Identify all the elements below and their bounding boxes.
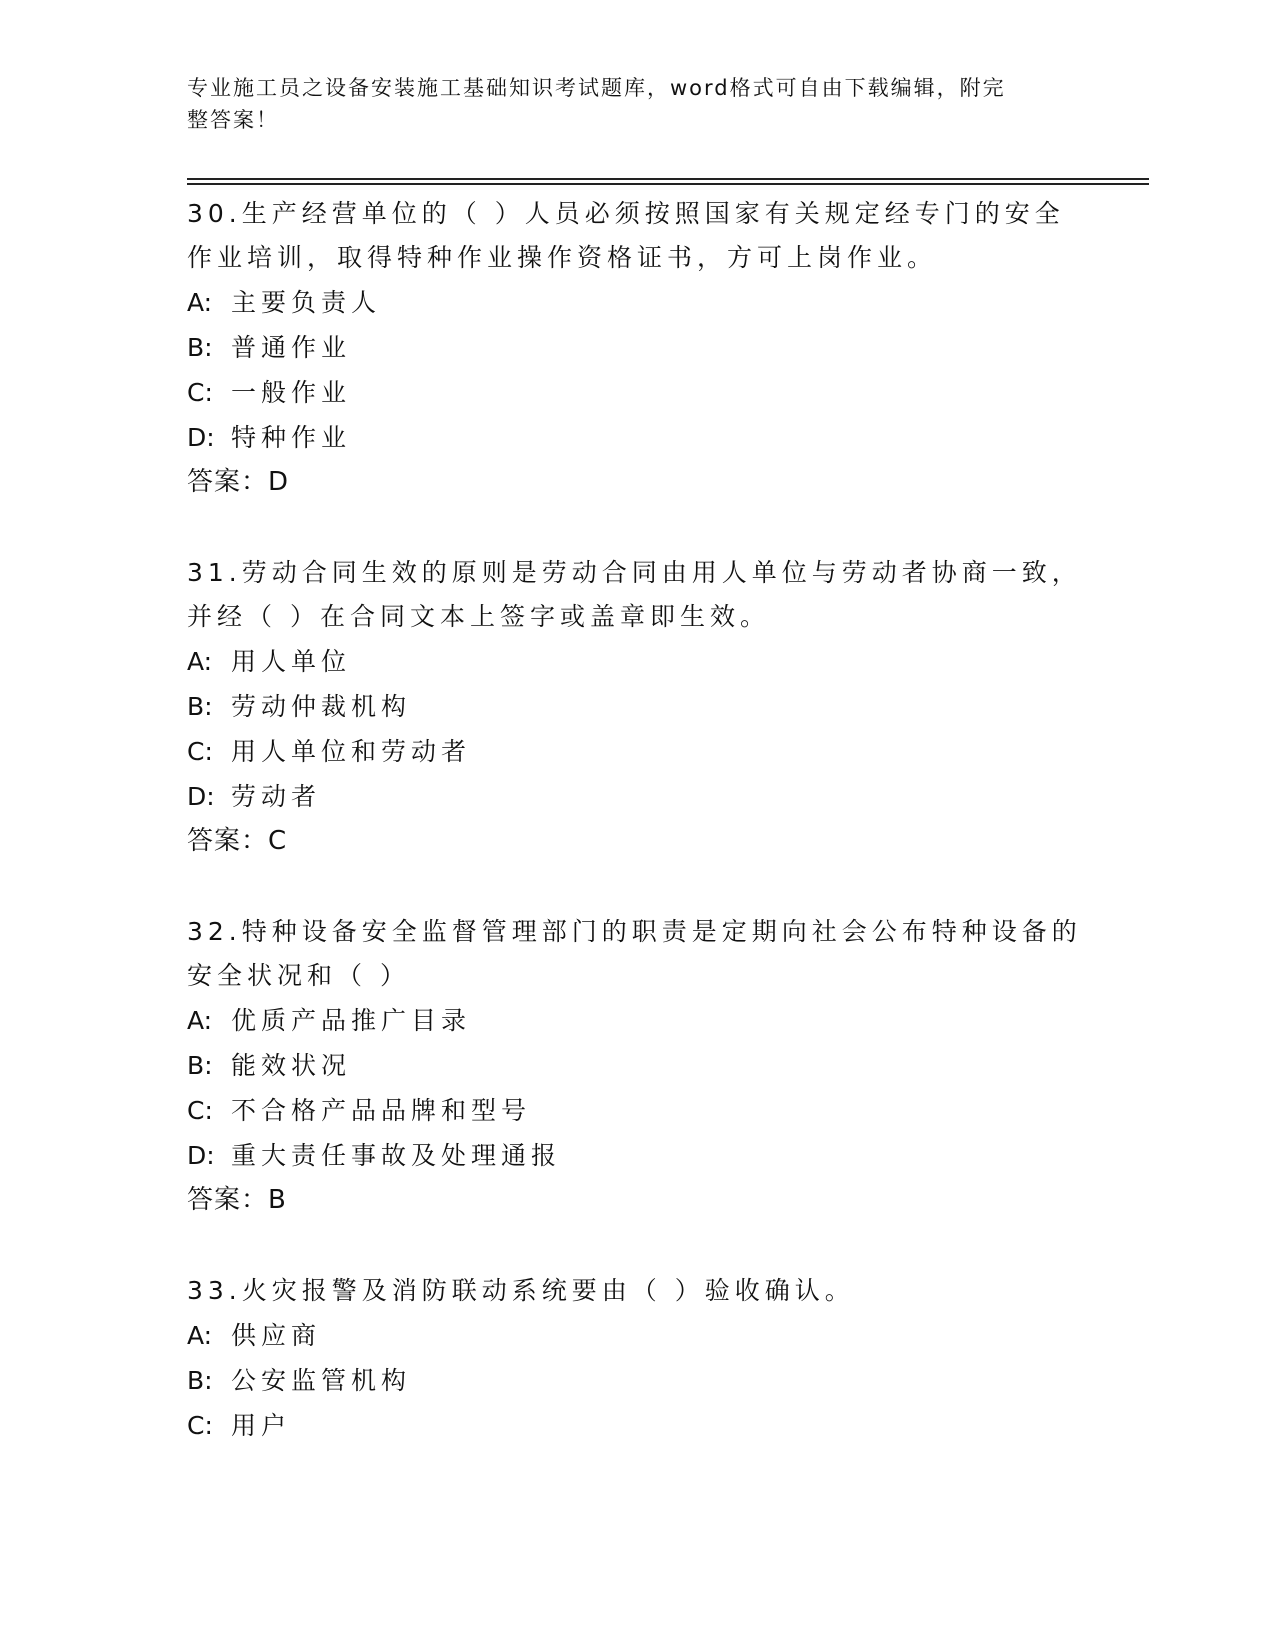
option-text: 优质产品推广目录 bbox=[231, 1006, 472, 1035]
answer-label: 答案： bbox=[187, 467, 269, 497]
option-text: 能效状况 bbox=[231, 1051, 352, 1080]
option-d bbox=[187, 1133, 1087, 1178]
question-text bbox=[187, 910, 1087, 998]
option-a bbox=[187, 639, 1087, 684]
question-stem: 生产经营单位的（ ）人员必须按照国家有关规定经专门的安全作业培训，取得特种作业操作资格证书，方可上岗作业。 bbox=[187, 199, 1065, 272]
answer-line bbox=[187, 460, 1087, 505]
question-text bbox=[187, 1269, 1087, 1313]
option-d bbox=[187, 774, 1087, 819]
question-number: 30. bbox=[187, 199, 242, 228]
option-key: B: bbox=[187, 1051, 213, 1080]
answer-value: D bbox=[268, 467, 290, 497]
option-text: 主要负责人 bbox=[231, 288, 382, 317]
option-key: A: bbox=[187, 1321, 213, 1350]
question-32 bbox=[187, 910, 1087, 1223]
option-text: 用人单位 bbox=[231, 647, 352, 676]
option-key: A: bbox=[187, 288, 213, 317]
question-list bbox=[187, 192, 1087, 1494]
option-key: A: bbox=[187, 647, 213, 676]
option-key: C: bbox=[187, 378, 213, 407]
answer-value: C bbox=[268, 826, 288, 856]
option-key: D: bbox=[187, 1141, 215, 1170]
option-b bbox=[187, 684, 1087, 729]
question-number: 31. bbox=[187, 558, 242, 587]
option-text: 普通作业 bbox=[231, 333, 352, 362]
header-divider-top bbox=[187, 178, 1149, 180]
option-text: 不合格产品品牌和型号 bbox=[231, 1096, 532, 1125]
answer-label: 答案： bbox=[187, 826, 269, 856]
question-stem: 火灾报警及消防联动系统要由（ ）验收确认。 bbox=[241, 1276, 855, 1305]
option-b bbox=[187, 1358, 1087, 1403]
option-c bbox=[187, 729, 1087, 774]
question-30 bbox=[187, 192, 1087, 505]
question-number: 33. bbox=[187, 1276, 242, 1305]
header-line-1: 专业施工员之设备安装施工基础知识考试题库，word格式可自由下载编辑，附完 bbox=[187, 76, 1006, 100]
option-text: 重大责任事故及处理通报 bbox=[231, 1141, 562, 1170]
option-c bbox=[187, 1403, 1087, 1448]
option-c bbox=[187, 370, 1087, 415]
option-text: 劳动者 bbox=[231, 782, 322, 811]
option-text: 用户 bbox=[231, 1411, 292, 1440]
question-text bbox=[187, 551, 1087, 639]
option-c bbox=[187, 1088, 1087, 1133]
option-key: D: bbox=[187, 423, 215, 452]
option-key: A: bbox=[187, 1006, 213, 1035]
question-text bbox=[187, 192, 1087, 280]
option-text: 一般作业 bbox=[231, 378, 352, 407]
question-stem: 劳动合同生效的原则是劳动合同由用人单位与劳动者协商一致，并经（ ）在合同文本上签字或盖章即生效。 bbox=[187, 558, 1082, 631]
option-text: 用人单位和劳动者 bbox=[231, 737, 472, 766]
question-33 bbox=[187, 1269, 1087, 1448]
question-number: 32. bbox=[187, 917, 242, 946]
option-key: D: bbox=[187, 782, 215, 811]
option-b bbox=[187, 1043, 1087, 1088]
option-key: C: bbox=[187, 737, 213, 766]
question-31 bbox=[187, 551, 1087, 864]
option-key: C: bbox=[187, 1411, 213, 1440]
header-divider-bottom bbox=[187, 183, 1149, 185]
answer-line bbox=[187, 819, 1087, 864]
option-key: B: bbox=[187, 692, 213, 721]
option-key: B: bbox=[187, 1366, 213, 1395]
header-line-2: 整答案！ bbox=[187, 108, 279, 132]
answer-line bbox=[187, 1178, 1087, 1223]
option-text: 公安监管机构 bbox=[231, 1366, 412, 1395]
question-stem: 特种设备安全监督管理部门的职责是定期向社会公布特种设备的安全状况和（ ） bbox=[187, 917, 1082, 990]
option-a bbox=[187, 998, 1087, 1043]
option-text: 供应商 bbox=[231, 1321, 322, 1350]
option-d bbox=[187, 415, 1087, 460]
option-key: B: bbox=[187, 333, 213, 362]
option-text: 劳动仲裁机构 bbox=[231, 692, 412, 721]
document-header bbox=[187, 72, 1067, 136]
option-text: 特种作业 bbox=[231, 423, 352, 452]
option-b bbox=[187, 325, 1087, 370]
option-a bbox=[187, 1313, 1087, 1358]
option-a bbox=[187, 280, 1087, 325]
answer-value: B bbox=[268, 1185, 287, 1215]
option-key: C: bbox=[187, 1096, 213, 1125]
answer-label: 答案： bbox=[187, 1185, 269, 1215]
